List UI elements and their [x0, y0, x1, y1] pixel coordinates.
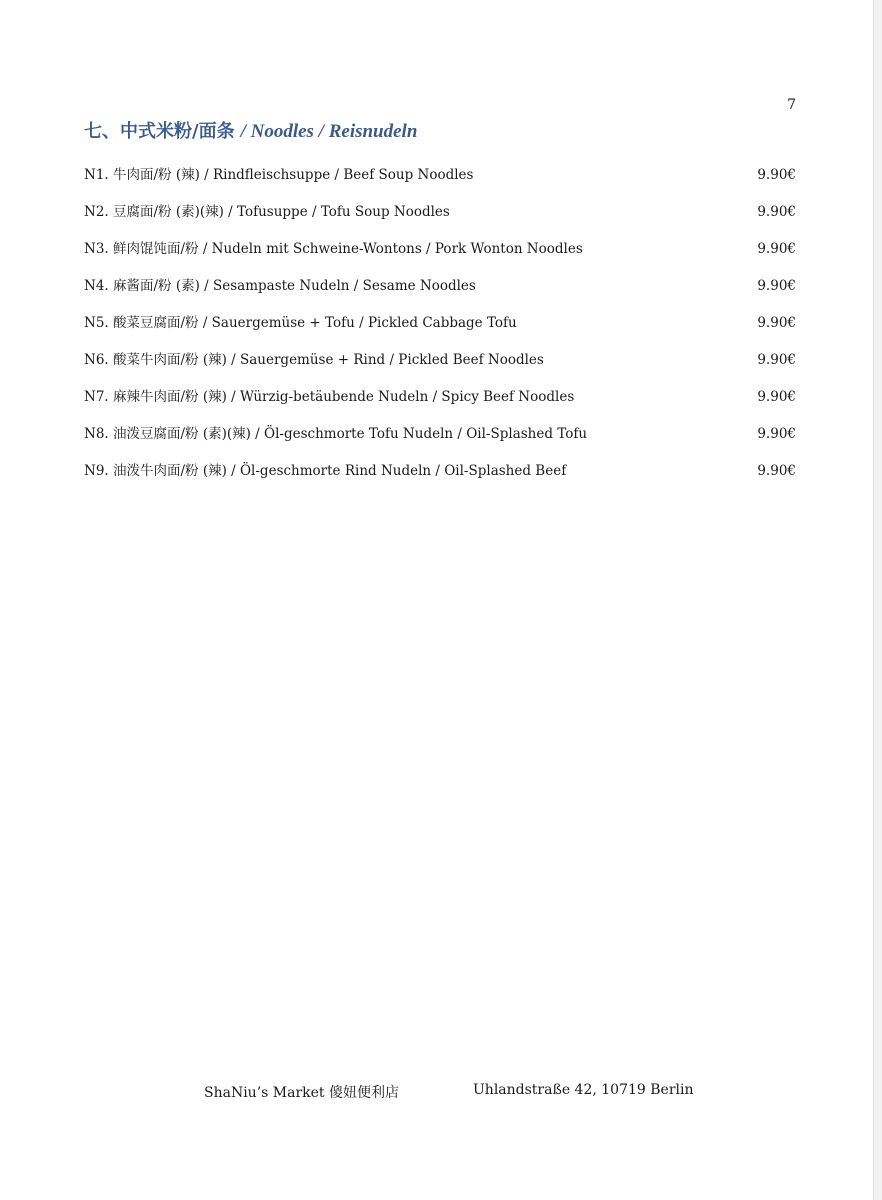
menu-item-description: N4. 麻酱面/粉 (素) / Sesampaste Nudeln / Sesame Noodles	[84, 278, 476, 294]
menu-item-description: N7. 麻辣牛肉面/粉 (辣) / Würzig-betäubende Nudeln / Spicy Beef Noodles	[84, 389, 575, 405]
menu-item-price: 9.90€	[757, 241, 796, 257]
menu-item-price: 9.90€	[757, 426, 796, 442]
menu-item-n3	[84, 239, 796, 276]
menu-item-n5	[84, 313, 796, 350]
menu-item-n8	[84, 424, 796, 461]
menu-item-description: N8. 油泼豆腐面/粉 (素)(辣) / Öl-geschmorte Tofu Nudeln / Oil-Splashed Tofu	[84, 426, 588, 442]
menu-item-n4	[84, 276, 796, 313]
menu-item-n7	[84, 387, 796, 424]
menu-item-n2	[84, 202, 796, 239]
footer-shop-name: ShaNiu’s Market 傻妞便利店	[204, 1085, 400, 1101]
menu-list	[84, 165, 796, 498]
menu-item-price: 9.90€	[757, 167, 796, 183]
menu-item-n9	[84, 461, 796, 498]
menu-item-description: N5. 酸菜豆腐面/粉 / Sauergemüse + Tofu / Pickled Cabbage Tofu	[84, 315, 517, 331]
section-title-chinese: 七、中式米粉/面条	[84, 121, 235, 142]
menu-item-price: 9.90€	[757, 352, 796, 368]
page-edge	[873, 0, 882, 1200]
footer-address: Uhlandstraße 42, 10719 Berlin	[473, 1082, 694, 1098]
menu-item-price: 9.90€	[757, 278, 796, 294]
menu-item-price: 9.90€	[757, 389, 796, 405]
menu-item-description: N3. 鲜肉馄饨面/粉 / Nudeln mit Schweine-Wontons / Pork Wonton Noodles	[84, 241, 583, 257]
menu-item-price: 9.90€	[757, 204, 796, 220]
footer	[0, 1082, 882, 1102]
menu-item-description: N2. 豆腐面/粉 (素)(辣) / Tofusuppe / Tofu Soup Noodles	[84, 204, 450, 220]
page-number: 7	[787, 97, 796, 113]
section-title	[84, 117, 417, 143]
menu-item-description: N6. 酸菜牛肉面/粉 (辣) / Sauergemüse + Rind / Pickled Beef Noodles	[84, 352, 544, 368]
menu-item-n6	[84, 350, 796, 387]
menu-item-price: 9.90€	[757, 463, 796, 479]
section-title-latin: / Noodles / Reisnudeln	[240, 121, 418, 142]
menu-item-description: N1. 牛肉面/粉 (辣) / Rindfleischsuppe / Beef Soup Noodles	[84, 167, 474, 183]
menu-item-n1	[84, 165, 796, 202]
menu-item-price: 9.90€	[757, 315, 796, 331]
menu-item-description: N9. 油泼牛肉面/粉 (辣) / Öl-geschmorte Rind Nudeln / Oil-Splashed Beef	[84, 463, 567, 479]
